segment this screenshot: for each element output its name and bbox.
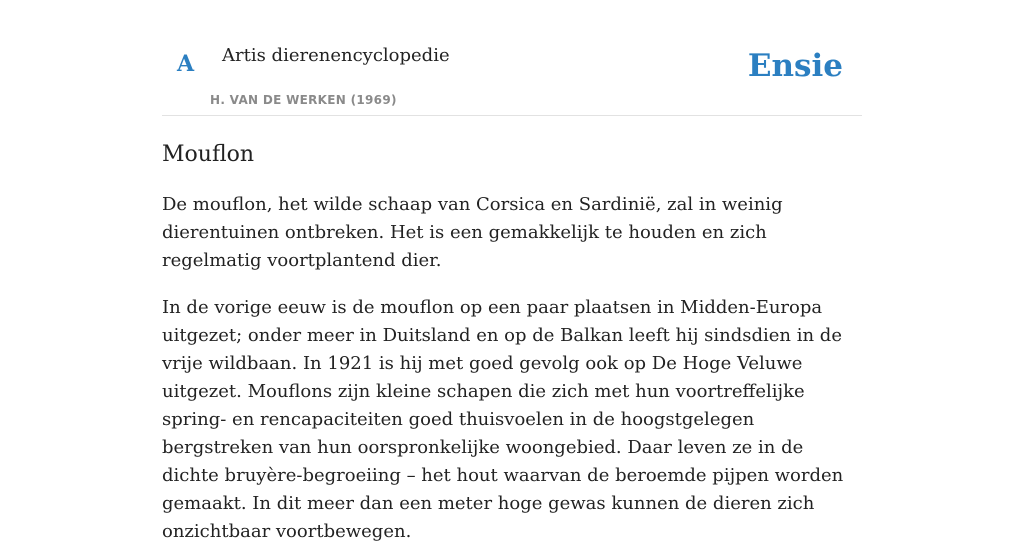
- article-paragraph-2: In de vorige eeuw is de mouflon op een paar plaatsen in Midden-Europa uitgezet; onder meer in Duitsland en op de Balkan leeft hij sindsdien in de vrije wildbaan. In 1921 is hij met goed gevolg ook op De Hoge Veluwe uitgezet. Mouflons zijn kleine schapen die zich met hun voortreffelijke spring- en rencapaciteiten goed thuisvoelen in de hoogstgelegen bergstreken van hun oorspronkelijke woongebied. Daar leven ze in de dichte bruyère-begroeiing – het hout waarvan de beroemde pijpen worden gemaakt. In dit meer dan een meter hoge gewas kunnen de dieren zich onzichtbaar voortbewegen.: [162, 297, 844, 543]
- source-logo-icon[interactable]: A: [177, 51, 195, 77]
- article-paragraph-1: De mouflon, het wilde schaap van Corsica en Sardinië, zal in weinig dierentuinen ontbreken. Het is een gemakkelijk te houden en zich regelmatig voortplantend dier.: [162, 194, 783, 272]
- article-title: Mouflon: [162, 142, 255, 167]
- page: [162, 0, 862, 546]
- source-header: [162, 0, 862, 116]
- ensie-logo-link[interactable]: Ensie: [747, 48, 843, 84]
- source-author: H. VAN DE WERKEN (1969): [210, 93, 397, 107]
- source-title-link[interactable]: Artis dierenencyclopedie: [222, 45, 450, 66]
